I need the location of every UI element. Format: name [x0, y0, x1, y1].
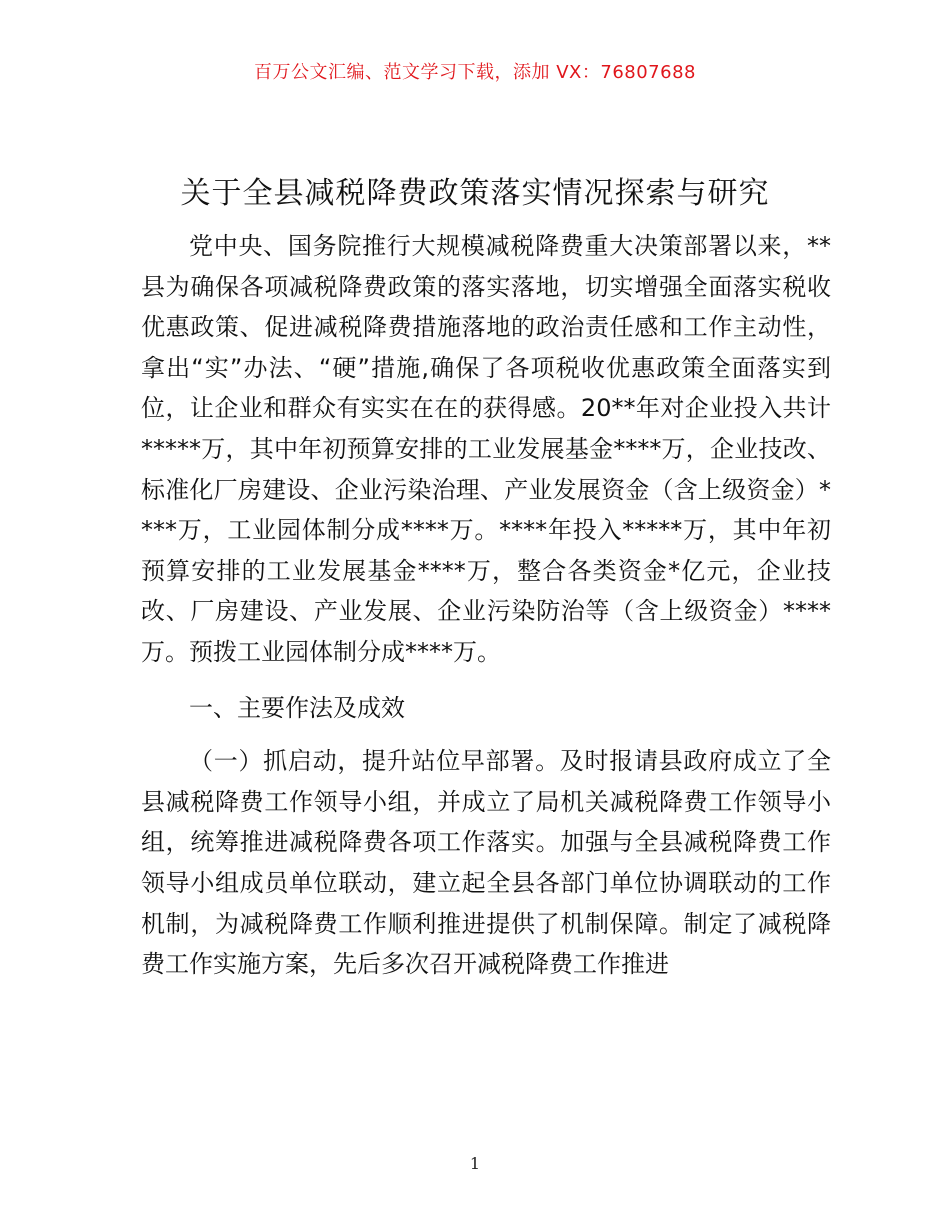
page-number: 1: [469, 1154, 481, 1173]
header-banner: 百万公文汇编、范文学习下载，添加 VX：76807688: [254, 62, 696, 83]
document-body: [141, 226, 831, 985]
section-heading: 一、主要作法及成效: [189, 693, 405, 722]
section-paragraph: （一）抓启动，提升站位早部署。及时报请县政府成立了全县减税降费工作领导小组，并成立了局机关减税降费工作领导小组，统筹推进减税降费各项工作落实。加强与全县减税降费工作领导小组成员单位联动，建立起全县各部门单位协调联动的工作机制，为减税降费工作顺利推进提供了机制保障。制定了减税降费工作实施方案，先后多次召开减税降费工作推进: [141, 747, 831, 979]
document-title: 关于全县减税降费政策落实情况探索与研究: [180, 176, 770, 211]
intro-paragraph: 党中央、国务院推行大规模减税降费重大决策部署以来，**县为确保各项减税降费政策的落实落地，切实增强全面落实税收优惠政策、促进减税降费措施落地的政治责任感和工作主动性，拿出“实”办法、“硬”措施,确保了各项税收优惠政策全面落实到位，让企业和群众有实实在在的获得感。20**年对企业投入共计*****万，其中年初预算安排的工业发展基金****万，企业技改、标准化厂房建设、企业污染治理、产业发展资金（含上级资金）****万，工业园体制分成****万。****年投入*****万，其中年初预算安排的工业发展基金****万，整合各类资金*亿元，企业技改、厂房建设、产业发展、企业污染防治等（含上级资金）****万。预拨工业园体制分成****万。: [141, 232, 831, 666]
